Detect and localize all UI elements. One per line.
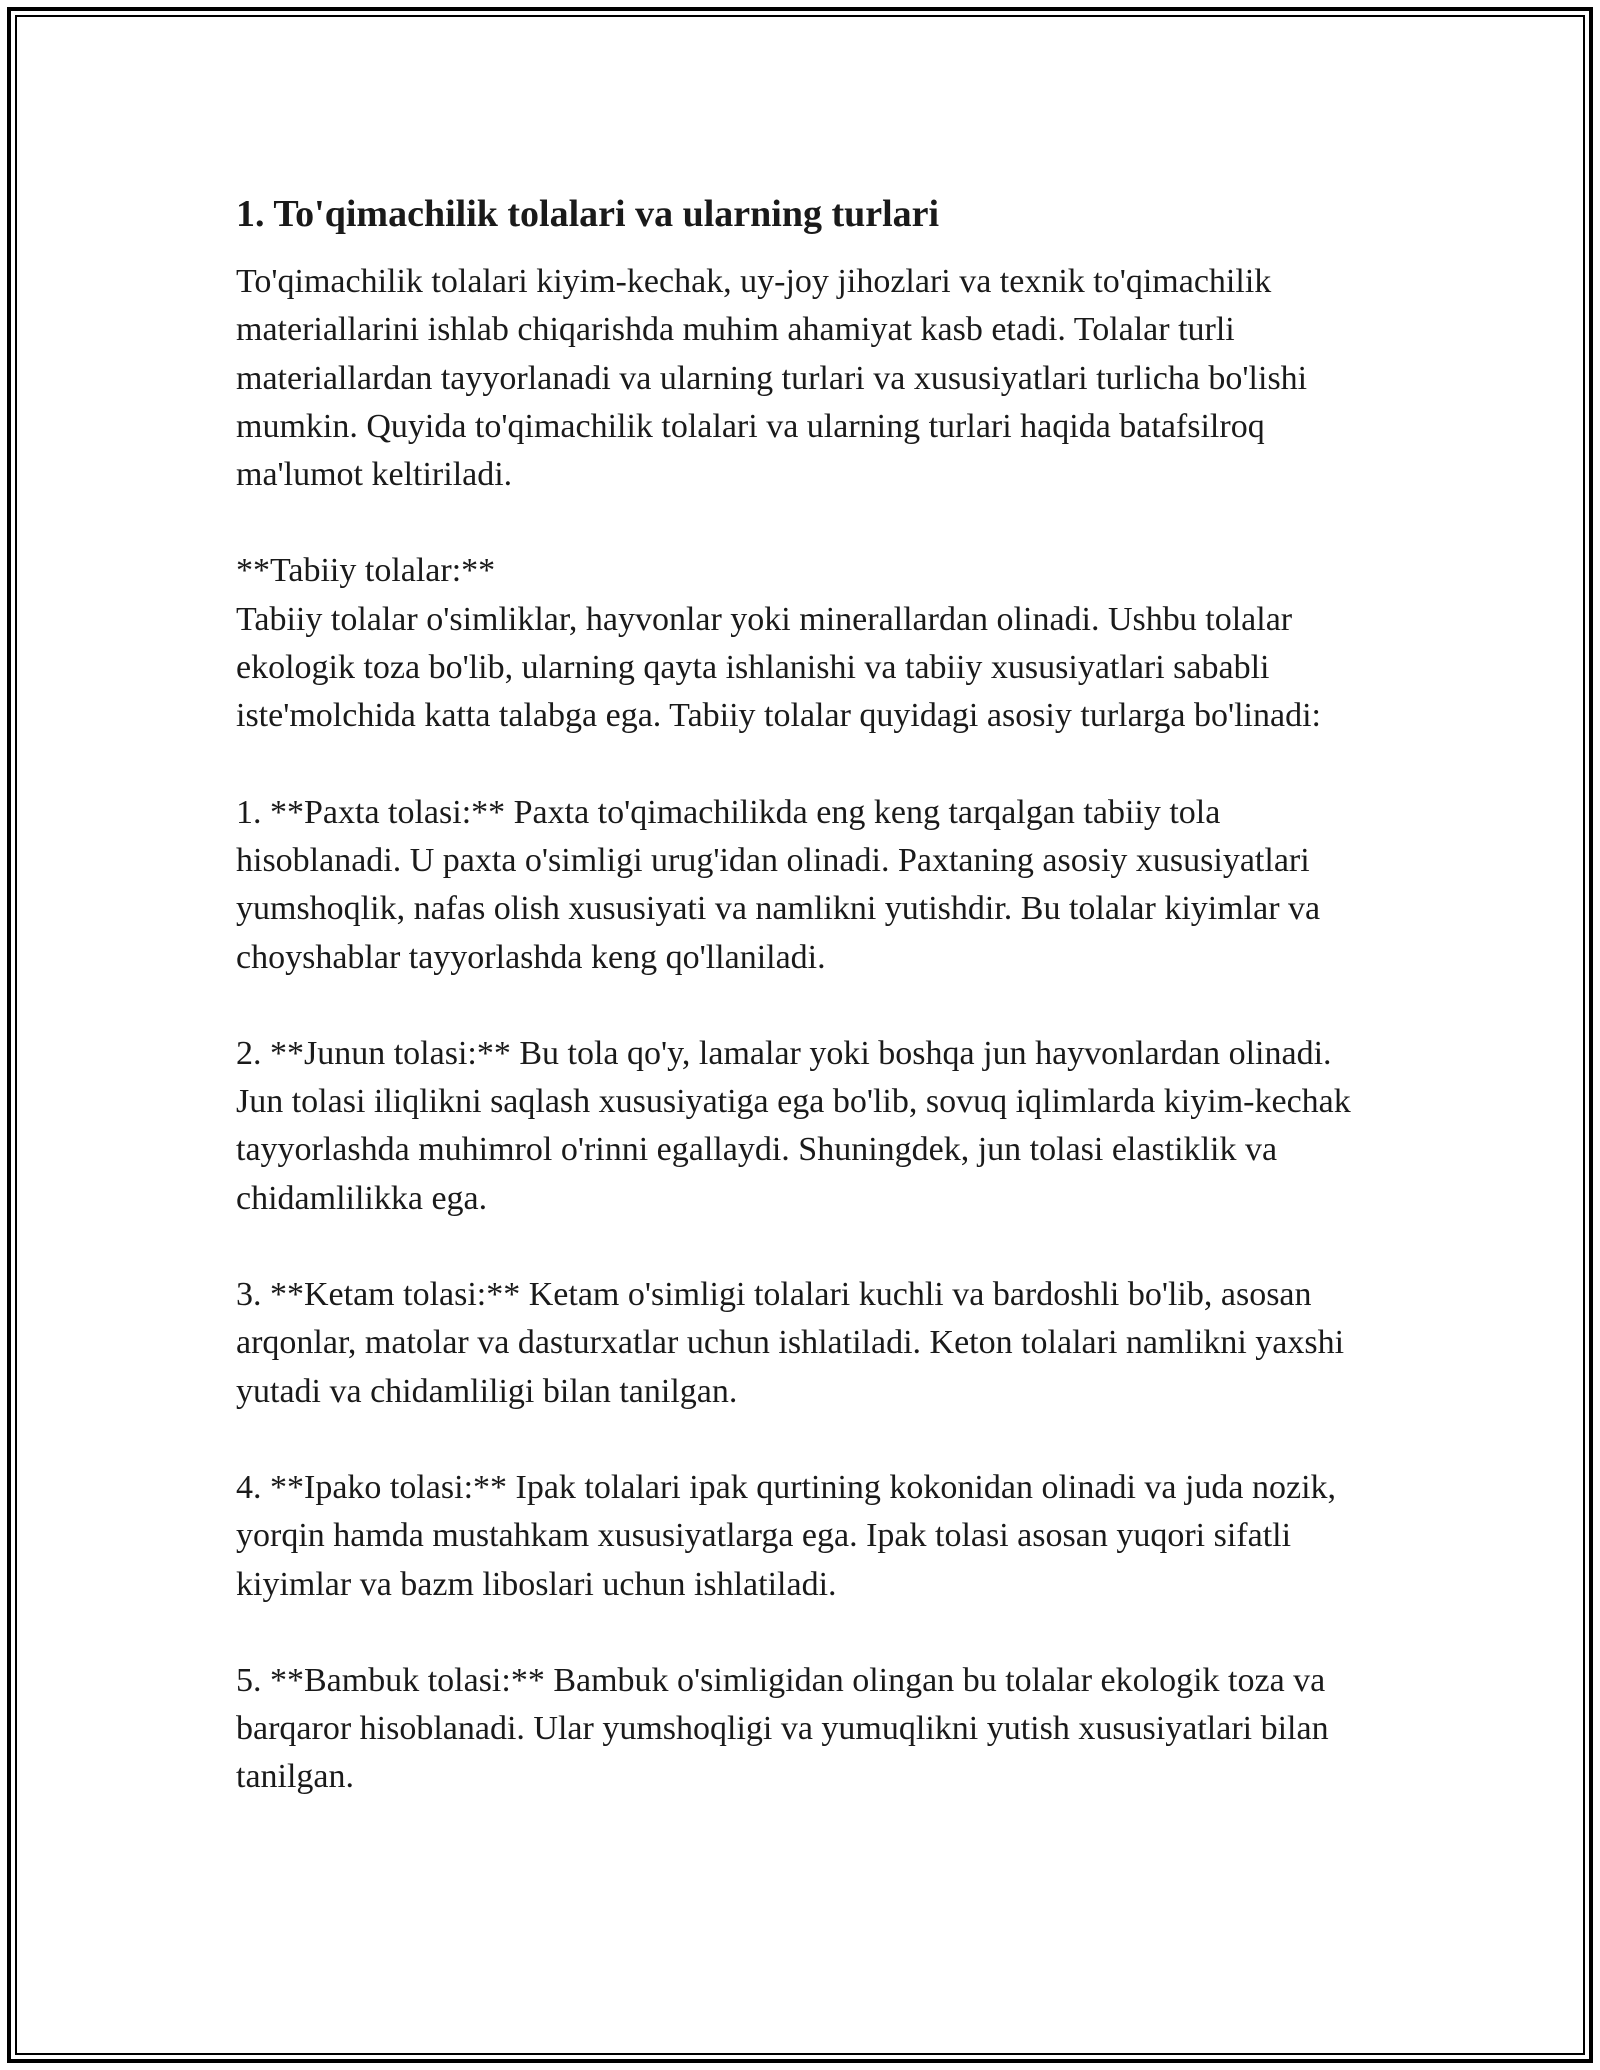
- document-body: [236, 190, 1386, 1850]
- list-item-silk: 4. **Ipako tolasi:** Ipak tolalari ipak qurtining kokonidan olinadi va juda nozik, yorqin hamda mustahkam xususiyatlarga ega. Ipak tolasi asosan yuqori sifatli kiyimlar va bazm liboslari uchun ishlatiladi.: [236, 1468, 1337, 1603]
- list-item-bamboo: 5. **Bambuk tolasi:** Bambuk o'simligidan olingan bu tolalar ekologik toza va barqaror hisoblanadi. Ular yumshoqligi va yumuqlikni yutish xususiyatlari bilan tanilgan.: [236, 1661, 1329, 1796]
- natural-fibers-section: [236, 547, 1386, 740]
- intro-paragraph: To'qimachilik tolalari kiyim-kechak, uy-joy jihozlari va texnik to'qimachilik materiallarini ishlab chiqarishda muhim ahamiyat kasb etadi. Tolalar turli materiallardan tayyorlanadi va ularning turlari va xususiyatlari turlicha bo'lishi mumkin. Quyida to'qimachilik tolalari va ularning turlari haqida batafsilroq ma'lumot keltiriladi.: [236, 263, 1308, 494]
- list-item-cotton: 1. **Paxta tolasi:** Paxta to'qimachilikda eng keng tarqalgan tabiiy tola hisoblanadi. U paxta o'simligi urug'idan olinadi. Paxtaning asosiy xususiyatlari yumshoqlik, nafas olish xususiyati va namlikni yutishdir. Bu tolalar kiyimlar va choyshablar tayyorlashda keng qo'llaniladi.: [236, 793, 1321, 976]
- document-title: 1. To'qimachilik tolalari va ularning turlari: [236, 193, 940, 235]
- natural-fibers-text: Tabiiy tolalar o'simliklar, hayvonlar yoki minerallardan olinadi. Ushbu tolalar ekologik toza bo'lib, ularning qayta ishlanishi va tabiiy xususiyatlari sababli iste'molchida katta talabga ega. Tabiiy tolalar quyidagi asosiy turlarga bo'linadi:: [236, 600, 1321, 735]
- list-item-ketam: 3. **Ketam tolasi:** Ketam o'simligi tolalari kuchli va bardoshli bo'lib, asosan arqonlar, matolar va dasturxatlar uchun ishlatiladi. Keton tolalari namlikni yaxshi yutadi va chidamliligi bilan tanilgan.: [236, 1276, 1345, 1410]
- natural-fibers-heading: **Tabiiy tolalar:**: [236, 552, 496, 590]
- list-item-wool: 2. **Junun tolasi:** Bu tola qo'y, lamalar yoki boshqa jun hayvonlardan olinadi. Jun tolasi iliqlikni saqlash xususiyatiga ega bo'lib, sovuq iqlimlarda kiyim-kechak tayyorlashda muhimrol o'rinni egallaydi. Shuningdek, jun tolasi elastiklik va chidamlilikka ega.: [236, 1034, 1351, 1217]
